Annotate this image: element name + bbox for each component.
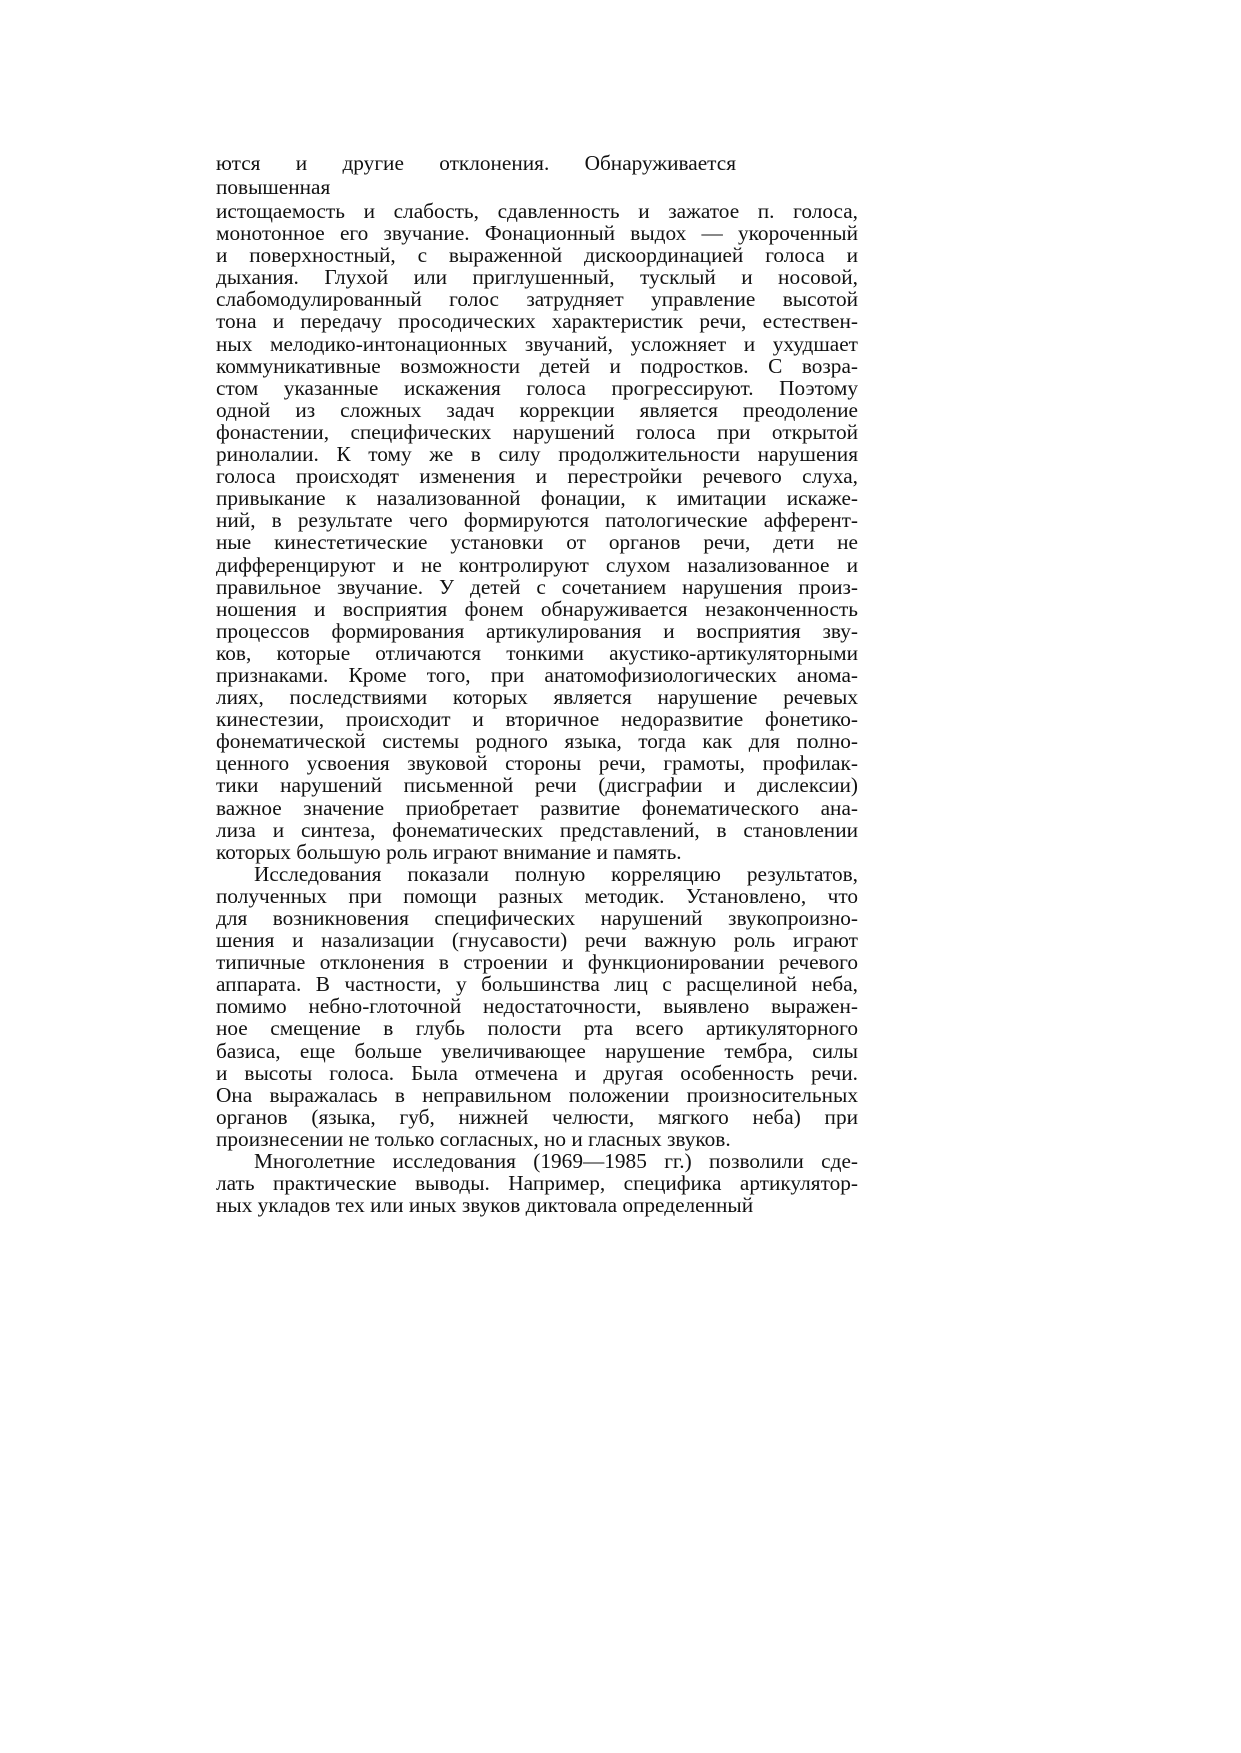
- text-line: признаками. Кроме того, при анатомофизиологических анома-: [216, 662, 858, 687]
- text-line: одной из сложных задач коррекции является преодоление: [216, 397, 858, 422]
- text-line: типичные отклонения в строении и функционировании речевого: [216, 950, 858, 975]
- text-line: кинестезии, происходит и вторичное недоразвитие фонетико-: [216, 707, 858, 732]
- text-line: ные кинестетические установки от органов речи, дети не: [216, 530, 858, 555]
- text-line: ются и другие отклонения. Обнаруживается: [216, 151, 736, 175]
- text-line: повышенная: [216, 175, 331, 199]
- text-line: ринолалии. К тому же в силу продолжительности нарушения: [216, 442, 858, 467]
- text-line: ных мелодико-интонационных звучаний, усложняет и ухудшает: [216, 331, 858, 356]
- text-line: полученных при помощи разных методик. Установлено, что: [216, 883, 858, 908]
- text-line: лиза и синтеза, фонематических представлений, в становлении: [216, 817, 858, 842]
- text-line: и высоты голоса. Была отмечена и другая особенность речи.: [216, 1060, 858, 1085]
- text-line: органов (языка, губ, нижней челюсти, мягкого неба) при: [216, 1104, 858, 1129]
- text-line: привыкание к назализованной фонации, к имитации искаже-: [216, 486, 858, 511]
- text-line: ное смещение в глубь полости рта всего артикуляторного: [216, 1016, 858, 1041]
- text-line: ношения и восприятия фонем обнаруживается незаконченность: [216, 596, 858, 621]
- text-line: аппарата. В частности, у большинства лиц с расщелиной неба,: [216, 972, 858, 997]
- text-line: для возникновения специфических нарушений звукопроизно-: [216, 906, 858, 930]
- text-line: тона и передачу просодических характеристик речи, естествен-: [216, 309, 858, 334]
- text-line: ков, которые отличаются тонкими акустико-артикуляторными: [216, 640, 858, 665]
- text-line: шения и назализации (гнусавости) речи важную роль играют: [216, 928, 858, 953]
- text-line: лиях, последствиями которых является нарушение речевых: [216, 685, 858, 710]
- text-line: Многолетние исследования (1969—1985 гг.) позволили сде-: [254, 1149, 858, 1174]
- text-line: Она выражалась в неправильном положении произносительных: [216, 1082, 858, 1107]
- text-line: коммуникативные возможности детей и подростков. С возра-: [216, 353, 858, 378]
- text-line: фонастении, специфических нарушений голоса при открытой: [216, 419, 858, 444]
- text-line: тики нарушений письменной речи (дисграфии и дислексии): [216, 773, 858, 798]
- text-line: слабомодулированный голос затрудняет управление высотой: [216, 287, 858, 312]
- text-line: которых большую роль играют внимание и память.: [216, 839, 682, 864]
- text-line: помимо небно-глоточной недостаточности, выявлено выражен-: [216, 994, 858, 1019]
- body-text: [216, 152, 858, 1216]
- text-line: правильное звучание. У детей с сочетанием нарушения произ-: [216, 574, 858, 599]
- text-line: истощаемость и слабость, сдавленность и зажатое п. голоса,: [216, 199, 858, 223]
- text-line: ний, в результате чего формируются патологические афферент-: [216, 508, 858, 533]
- text-line: дыхания. Глухой или приглушенный, тусклый и носовой,: [216, 265, 858, 290]
- text-line: процессов формирования артикулирования и восприятия зву-: [216, 618, 858, 643]
- text-line: базиса, еще больше увеличивающее нарушение тембра, силы: [216, 1038, 858, 1063]
- text-line: лать практические выводы. Например, специфика артикулятор-: [216, 1171, 858, 1196]
- text-line: Исследования показали полную корреляцию результатов,: [254, 861, 858, 886]
- text-line: ных укладов тех или иных звуков диктовала определенный: [216, 1193, 754, 1218]
- text-line: фонематической системы родного языка, тогда как для полно-: [216, 729, 858, 754]
- text-line: ценного усвоения звуковой стороны речи, грамоты, профилак-: [216, 751, 858, 776]
- text-line: произнесении не только согласных, но и гласных звуков.: [216, 1126, 731, 1151]
- text-line: монотонное его звучание. Фонационный выдох — укороченный: [216, 221, 858, 246]
- text-line: голоса происходят изменения и перестройки речевого слуха,: [216, 464, 858, 489]
- text-line: дифференцируют и не контролируют слухом назализованное и: [216, 552, 858, 577]
- text-line: и поверхностный, с выраженной дискоординацией голоса и: [216, 243, 858, 268]
- text-line: важное значение приобретает развитие фонематического ана-: [216, 795, 858, 820]
- text-line: стом указанные искажения голоса прогрессируют. Поэтому: [216, 375, 858, 400]
